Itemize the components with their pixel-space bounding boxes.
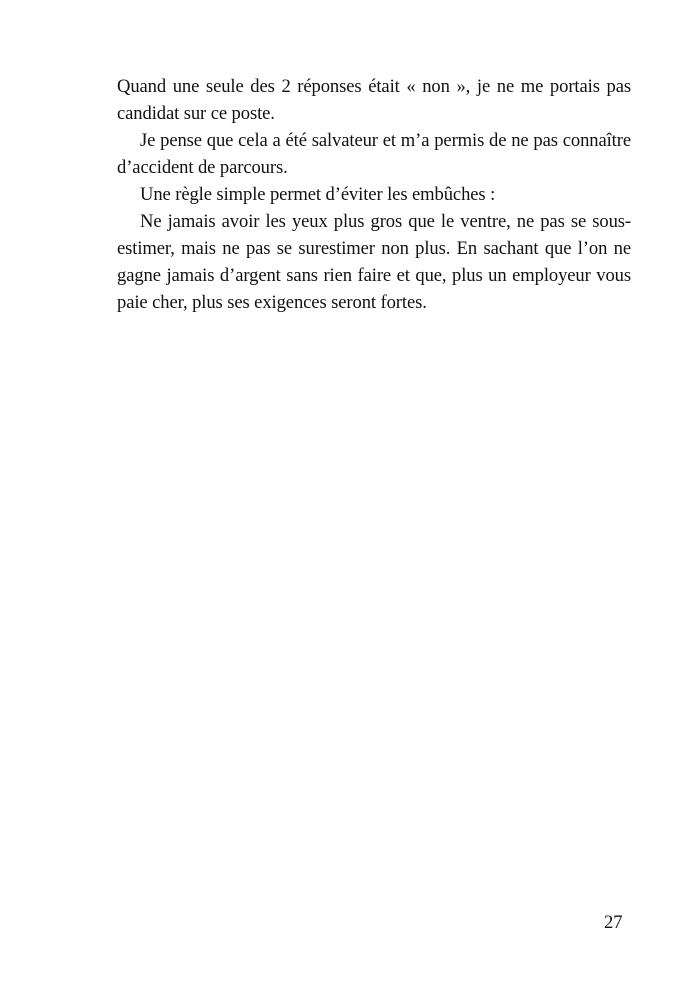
paragraph-3: Une règle simple permet d’éviter les embûches :: [140, 184, 496, 205]
paragraph-1: Quand une seule des 2 réponses était « non », je ne me portais pas candidat sur ce poste.: [117, 76, 631, 124]
paragraph-4: Ne jamais avoir les yeux plus gros que le ventre, ne pas se sous-estimer, mais ne pas se surestimer non plus. En sachant que l’on ne gagne jamais d’argent sans rien faire et que, plus un employeur vous paie cher, plus ses exigences seront fortes.: [117, 211, 631, 313]
paragraph-2: Je pense que cela a été salvateur et m’a permis de ne pas connaître d’accident de parcours.: [117, 130, 631, 178]
page-number: 27: [604, 912, 623, 933]
body-text: [117, 73, 631, 316]
